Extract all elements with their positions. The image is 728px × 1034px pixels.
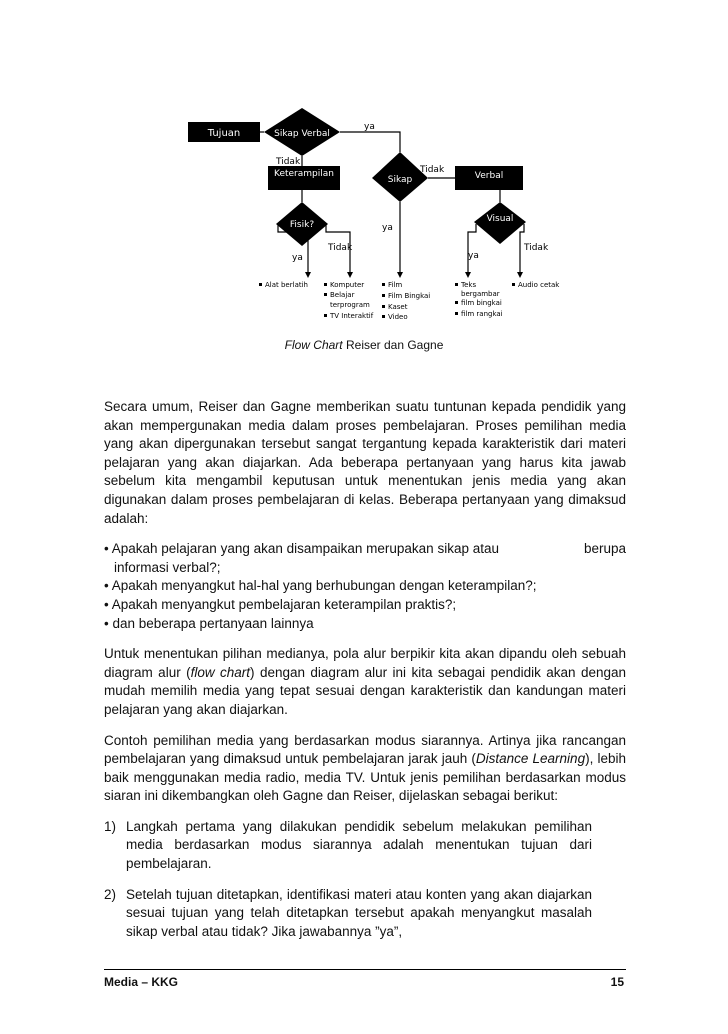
paragraph-modus-a: Contoh pemilihan media yang berdasarkan modus siarannya. Artinya jika rancangan pembelajaran yang dimaksud untuk pembelajaran jarak jauh ( <box>104 732 626 767</box>
figure-caption <box>0 338 728 352</box>
edge-label-tidak-fisik: Tidak <box>328 243 353 253</box>
bullet-item: • dan beberapa pertanyaan lainnya <box>104 615 314 631</box>
leaf-komputer-3: TV Interaktif <box>330 312 374 320</box>
item-text: Setelah tujuan ditetapkan, identifikasi materi atau konten yang akan diajarkan sesuai tujuan yang telah ditetapkan tersebut apakah menyangkut masalah sikap verbal atau tidak? Jika jawabannya ”ya”, <box>126 886 592 939</box>
paragraph-modus-siaran <box>104 732 626 806</box>
leaf-teks-1: bergambar <box>461 290 500 298</box>
edge-label-ya-visual: ya <box>468 251 479 261</box>
leaf-film-2: Kaset <box>388 303 408 311</box>
paragraph-intro: Secara umum, Reiser dan Gagne memberikan suatu tuntunan kepada pendidik yang akan mempergunakan media dalam proses pembelajaran. Proses pemilihan media yang akan dipergunakan tersebut sangat tergantung kepada karakteristik dari materi pelajaran yang akan diajarkan. Ada beberapa pertanyaan yang harus kita jawab sebelum kita mengambil keputusan untuk menentukan jenis media yang akan digunakan dalam proses pembelajaran di kelas. Beberapa pertanyaan yang dimaksud adalah: <box>104 399 626 526</box>
item-text: Langkah pertama yang dilakukan pendidik sebelum melakukan pemilihan media berdasarkan modus siarannya adalah menentukan tujuan dari pembelajaran. <box>126 818 592 872</box>
sikap-verbal-label: Sikap Verbal <box>274 129 330 139</box>
edge-label-tidak-mid: Tidak <box>420 165 445 175</box>
paragraph-flow-chart-b: ) dengan diagram alur ini kita sebagai pendidik akan dengan mudah memilih media yang tepat sesuai dengan karakteristik dan kandungan materi pelajaran yang akan diajarkan. <box>104 664 626 717</box>
visual-label: Visual <box>486 214 514 224</box>
item-number: 2) <box>104 886 117 902</box>
item-number: 1) <box>104 818 117 834</box>
leaf-teks-0: Teks <box>461 281 477 289</box>
leaf-film-1: Film Bingkai <box>388 292 431 300</box>
numbered-item <box>104 886 592 942</box>
paragraph-flow-chart <box>104 645 626 719</box>
edge-label-ya-fisik: ya <box>292 253 303 263</box>
numbered-item <box>104 818 592 874</box>
verbal-label: Verbal <box>474 171 504 181</box>
caption-rest: Reiser dan Gagne <box>342 338 444 352</box>
tujuan-label: Tujuan <box>207 128 241 139</box>
paragraph-modus-em: Distance Learning <box>475 751 586 767</box>
page-number: 15 <box>610 975 624 989</box>
keterampilan-label: Keterampilan <box>274 169 334 179</box>
bullet-1-continuation: informasi verbal?; <box>114 559 221 575</box>
bullet-1-text: • Apakah pelajaran yang akan disampaikan merupakan sikap atau <box>104 541 499 557</box>
leaf-alat-berlatih: Alat berlatih <box>265 281 308 289</box>
leaf-teks-3: film rangkai <box>461 310 503 318</box>
paragraph-modus-b: ), lebih baik menggunakan media radio, media TV. Untuk jenis pemilihan berdasarkan modus siaran ini dikembangkan oleh Gagne dan Reiser, dijelaskan sebagai berikut: <box>104 751 626 804</box>
body-text <box>104 398 626 953</box>
leaf-komputer-0: Komputer <box>330 281 365 289</box>
leaf-film-0: Film <box>388 281 403 289</box>
bullet-1-end: berupa <box>583 541 626 557</box>
paragraph-flow-chart-em: flow chart <box>190 664 251 680</box>
sikap-label: Sikap <box>387 175 413 185</box>
leaf-film-3: Video <box>388 313 408 321</box>
bullet-item <box>104 540 626 559</box>
edge-label-tidak-visual: Tidak <box>524 243 549 253</box>
leaf-teks-2: film bingkai <box>461 299 502 307</box>
paragraph-flow-chart-a: Untuk menentukan pilihan medianya, pola alur berpikir kita akan dipandu oleh sebuah diagram alur ( <box>104 646 626 680</box>
edge-label-tidak-left: Tidak <box>276 157 301 167</box>
footer-divider <box>104 969 626 970</box>
edge-label-ya-sikap: ya <box>382 223 393 233</box>
flow-chart-diagram <box>168 100 568 325</box>
leaf-komputer-2: terprogram <box>330 301 370 309</box>
leaf-komputer-1: Belajar <box>330 291 355 299</box>
fisik-label: Fisik? <box>289 220 315 230</box>
bullet-item: • Apakah menyangkut hal-hal yang berhubungan dengan keterampilan?; <box>104 578 537 594</box>
footer-title: Media – KKG <box>104 975 179 989</box>
caption-italic: Flow Chart <box>284 338 343 352</box>
question-list <box>104 540 626 633</box>
bullet-item: • Apakah menyangkut pembelajaran keterampilan praktis?; <box>104 596 457 612</box>
edge-label-ya-top: ya <box>364 122 375 132</box>
leaf-audio-cetak: Audio cetak <box>518 281 560 289</box>
